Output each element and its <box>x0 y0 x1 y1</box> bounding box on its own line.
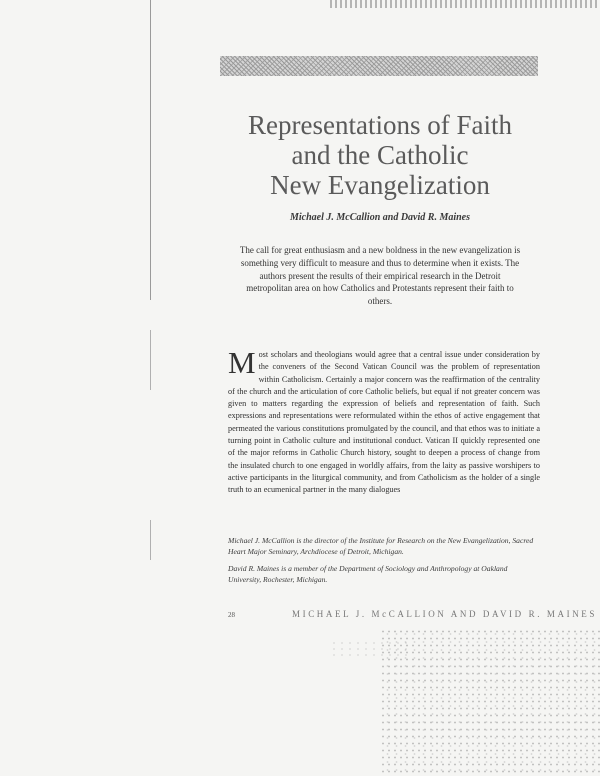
title-line: Representations of Faith <box>248 110 512 140</box>
title-line: New Evangelization <box>270 170 490 200</box>
margin-mark <box>150 330 151 390</box>
header-texture-band <box>220 56 538 76</box>
scan-noise <box>380 628 600 776</box>
footnote-2: David R. Maines is a member of the Department of Sociology and Anthropology at Oakland University, Rochester, Michigan. <box>228 564 508 584</box>
article-title <box>200 110 560 200</box>
running-head: MICHAEL J. McCALLION AND DAVID R. MAINES <box>292 609 597 619</box>
title-line: and the Catholic <box>291 140 469 170</box>
drop-cap: M <box>228 345 256 380</box>
scan-artifact-top <box>330 0 600 8</box>
scan-noise <box>330 640 410 660</box>
author-footnotes <box>228 535 540 591</box>
page-number: 28 <box>228 611 235 619</box>
article-authors: Michael J. McCallion and David R. Maines <box>289 212 470 223</box>
left-margin-line <box>150 0 151 300</box>
article-body <box>228 345 540 497</box>
body-paragraph: ost scholars and theologians would agree that a central issue under consideration by the conveners of the Second Vatican Council was the problem of representation within Catholicism. Certainly a major concern was the reaffirmation of the centrality of the church and the articulation of core Catholic beliefs, but equal if not greater concern was given to matters regarding the expression of beliefs and representation of faith. Such expressions and representations were reformulated within the ethos of active engagement that permeated the various constitutions promulgated by the council, and that ethos was to initiate a turning point in Catholic culture and institutional conduct. Vatican II quickly represented one of the major reforms in Catholic Church history, sought to deepen a process of change from the insulated church to one engaged in worldly affairs, from the laity as passive worshipers to active participants in the liturgical community, and from Catholicism as the holder of a single truth to an ecumenical partner in the many dialogues <box>228 350 540 495</box>
footnote-1: Michael J. McCallion is the director of the Institute for Research on the New Evangelization, Sacred Heart Major Seminary, Archdiocese of Detroit, Michigan. <box>228 536 534 556</box>
article-abstract: The call for great enthusiasm and a new boldness in the new evangelization is something very difficult to measure and thus to determine when it exists. The authors present the results of their empirical research in the Detroit metropolitan area on how Catholics and Protestants represent their faith to others. <box>239 245 521 307</box>
margin-mark <box>150 520 151 560</box>
